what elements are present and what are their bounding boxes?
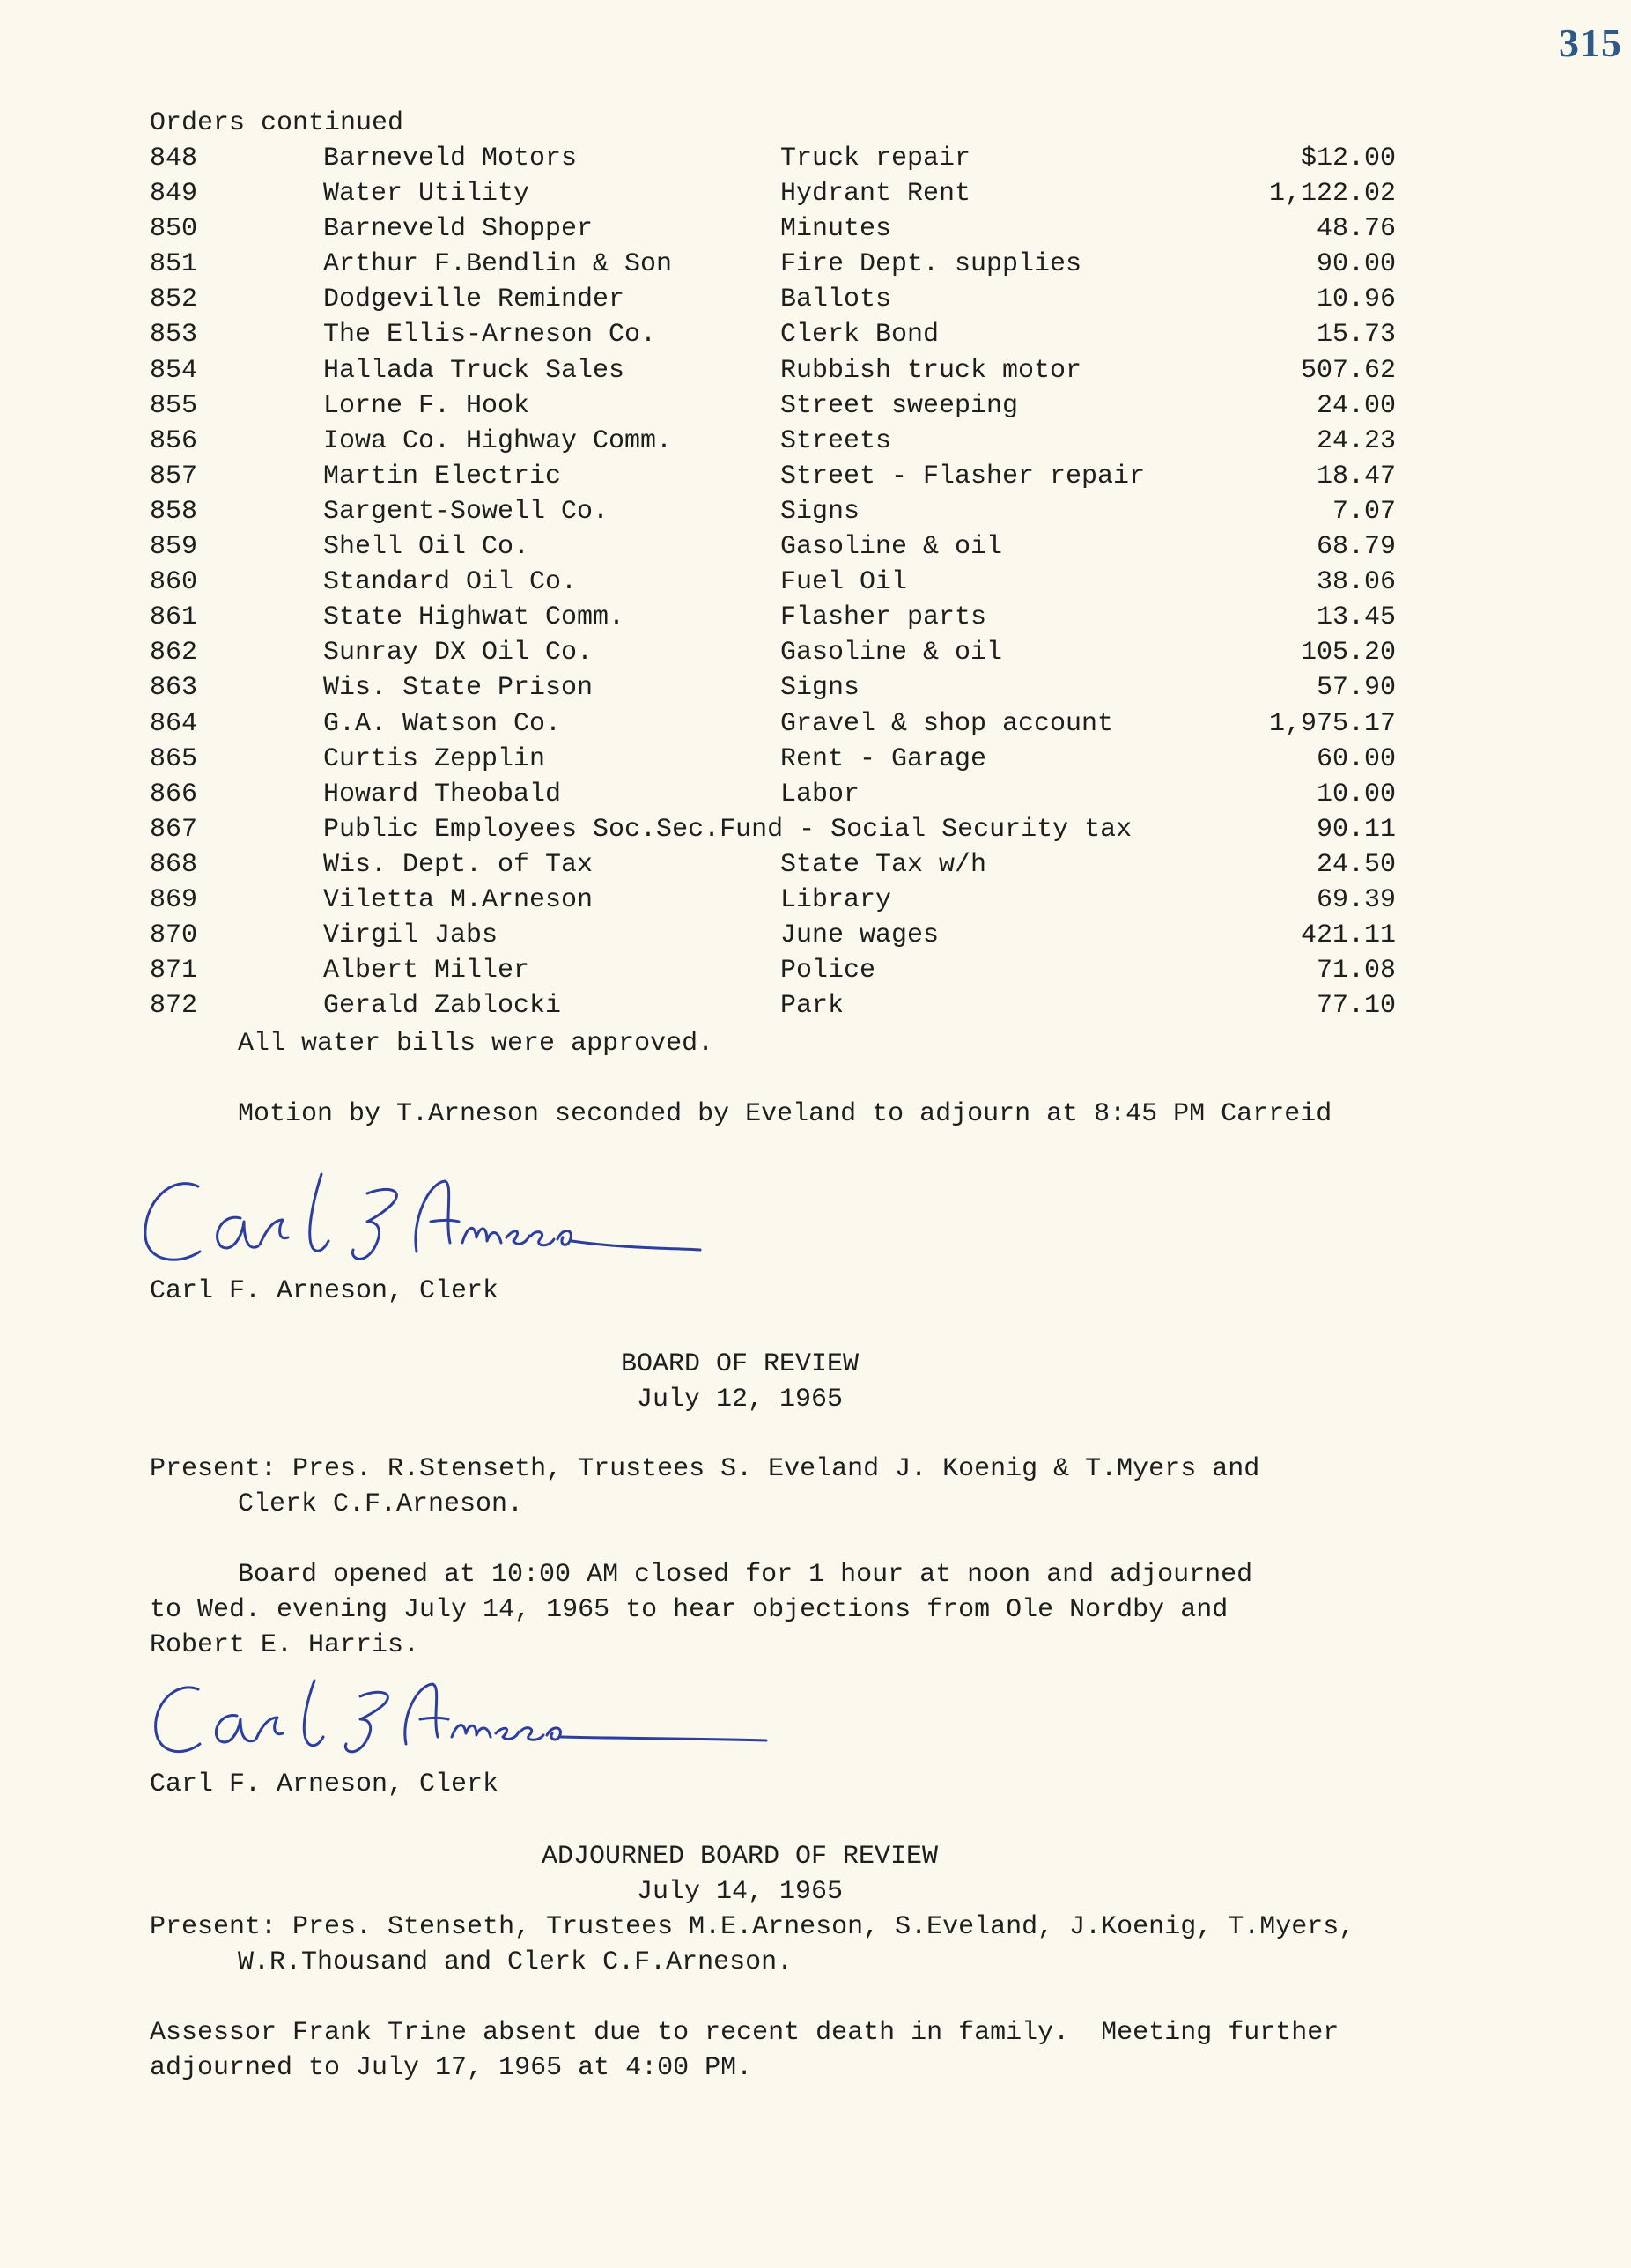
order-row <box>150 459 1400 494</box>
order-number: 849 <box>150 179 198 210</box>
order-payee: Viletta M.Arneson <box>323 884 594 915</box>
order-number: 851 <box>150 249 198 280</box>
order-purpose: Clerk Bond <box>780 320 940 351</box>
order-row <box>150 706 1400 742</box>
order-row <box>150 600 1400 635</box>
order-purpose: Police <box>780 956 876 986</box>
present-line-1-cont: Clerk C.F.Arneson. <box>238 1489 524 1519</box>
assessor-line-2: adjourned to July 17, 1965 at 4:00 PM. <box>150 2053 753 2083</box>
order-amount: 1,122.02 <box>1268 179 1396 210</box>
board-paragraph-line-1: Board opened at 10:00 AM closed for 1 hour at noon and adjourned <box>238 1560 1253 1590</box>
order-row <box>150 494 1400 529</box>
order-amount: 18.47 <box>1316 461 1396 491</box>
order-payee: Albert Miller <box>323 956 530 986</box>
order-payee-purpose: Public Employees Soc.Sec.Fund - Social Security tax <box>323 814 1133 845</box>
order-purpose: Hydrant Rent <box>780 179 971 210</box>
adjourned-board-title: ADJOURNED BOARD OF REVIEW <box>541 1842 939 1872</box>
board-paragraph-line-2: to Wed. evening July 14, 1965 to hear objections from Ole Nordby and <box>150 1595 1229 1625</box>
order-number: 872 <box>150 991 198 1022</box>
order-payee: Lorne F. Hook <box>323 390 530 421</box>
order-payee: G.A. Watson Co. <box>323 708 562 739</box>
order-number: 854 <box>150 355 198 386</box>
order-amount: 10.00 <box>1316 779 1396 809</box>
order-number: 861 <box>150 602 198 633</box>
order-payee: Wis. Dept. of Tax <box>323 849 594 880</box>
order-purpose: Minutes <box>780 214 892 245</box>
order-payee: Martin Electric <box>323 461 562 491</box>
order-row <box>150 812 1400 847</box>
order-payee: The Ellis-Arneson Co. <box>323 320 657 351</box>
order-number: 855 <box>150 390 198 421</box>
orders-list <box>150 141 1400 1023</box>
order-payee: Howard Theobald <box>323 779 562 809</box>
order-payee: Curtis Zepplin <box>323 743 546 774</box>
order-number: 860 <box>150 567 198 598</box>
order-payee: Virgil Jabs <box>323 920 498 951</box>
order-row <box>150 883 1400 918</box>
order-row <box>150 141 1400 176</box>
order-row <box>150 953 1400 988</box>
order-amount: 60.00 <box>1316 743 1396 774</box>
order-amount: 13.45 <box>1316 602 1396 633</box>
order-purpose: June wages <box>780 920 940 951</box>
order-payee: Wis. State Prison <box>323 673 594 704</box>
order-row <box>150 282 1400 317</box>
order-row <box>150 388 1400 424</box>
orders-heading: Orders continued <box>150 108 404 138</box>
order-amount: 48.76 <box>1316 214 1396 245</box>
order-payee: Barneveld Shopper <box>323 214 594 245</box>
order-amount: 421.11 <box>1300 920 1396 951</box>
order-payee: Hallada Truck Sales <box>323 355 625 386</box>
order-amount: 7.07 <box>1332 496 1396 527</box>
order-payee: Barneveld Motors <box>323 144 578 174</box>
board-of-review-date: July 12, 1965 <box>636 1385 844 1415</box>
order-number: 862 <box>150 638 198 669</box>
order-purpose: Street sweeping <box>780 390 1019 421</box>
order-row <box>150 529 1400 565</box>
order-number: 868 <box>150 849 198 880</box>
signature-1-text: Carl F. Arneson <box>137 1167 145 1168</box>
order-amount: 38.06 <box>1316 567 1396 598</box>
order-number: 864 <box>150 708 198 739</box>
order-number: 871 <box>150 956 198 986</box>
order-amount: 57.90 <box>1316 673 1396 704</box>
order-purpose: Gasoline & oil <box>780 638 1003 669</box>
order-row <box>150 424 1400 459</box>
order-number: 867 <box>150 814 198 845</box>
order-amount: 1,975.17 <box>1268 708 1396 739</box>
order-amount: 10.96 <box>1316 284 1396 315</box>
order-payee: Gerald Zablocki <box>323 991 562 1022</box>
order-amount: 24.23 <box>1316 425 1396 456</box>
order-purpose: Park <box>780 991 845 1022</box>
order-row <box>150 777 1400 812</box>
order-row <box>150 247 1400 282</box>
order-row <box>150 670 1400 706</box>
water-bills-note: All water bills were approved. <box>238 1029 714 1059</box>
order-row <box>150 317 1400 352</box>
order-row <box>150 565 1400 600</box>
clerk-signature-1 <box>137 1167 709 1286</box>
board-paragraph-line-3: Robert E. Harris. <box>150 1630 420 1660</box>
order-amount: 69.39 <box>1316 884 1396 915</box>
order-purpose: Street - Flasher repair <box>780 461 1146 491</box>
order-purpose: Streets <box>780 425 892 456</box>
order-amount: 90.00 <box>1316 249 1396 280</box>
order-amount: 507.62 <box>1300 355 1396 386</box>
order-purpose: Ballots <box>780 284 892 315</box>
order-amount: 77.10 <box>1316 991 1396 1022</box>
order-purpose: Signs <box>780 673 860 704</box>
adjourned-board-date: July 14, 1965 <box>636 1877 844 1907</box>
order-number: 848 <box>150 144 198 174</box>
order-amount: 24.50 <box>1316 849 1396 880</box>
order-number: 866 <box>150 779 198 809</box>
order-purpose: Gasoline & oil <box>780 532 1003 563</box>
order-number: 870 <box>150 920 198 951</box>
order-number: 863 <box>150 673 198 704</box>
order-row <box>150 211 1400 247</box>
clerk-signature-line-2: Carl F. Arneson, Clerk <box>150 1769 499 1799</box>
order-row <box>150 847 1400 883</box>
order-payee: Iowa Co. Highway Comm. <box>323 425 673 456</box>
order-purpose: Labor <box>780 779 860 809</box>
order-payee: Sunray DX Oil Co. <box>323 638 594 669</box>
board-of-review-title: BOARD OF REVIEW <box>620 1349 860 1379</box>
order-purpose: Rent - Garage <box>780 743 987 774</box>
order-payee: Dodgeville Reminder <box>323 284 625 315</box>
order-purpose: Library <box>780 884 892 915</box>
assessor-line-1: Assessor Frank Trine absent due to recent death in family. Meeting further <box>150 2018 1339 2048</box>
order-row <box>150 353 1400 388</box>
order-number: 857 <box>150 461 198 491</box>
present-line-2: Present: Pres. Stenseth, Trustees M.E.Arneson, S.Eveland, J.Koenig, T.Myers, <box>150 1912 1355 1942</box>
present-line-2-cont: W.R.Thousand and Clerk C.F.Arneson. <box>238 1947 793 1977</box>
order-number: 869 <box>150 884 198 915</box>
order-payee: Arthur F.Bendlin & Son <box>323 249 673 280</box>
order-purpose: Flasher parts <box>780 602 987 633</box>
order-amount: 71.08 <box>1316 956 1396 986</box>
order-number: 859 <box>150 532 198 563</box>
order-purpose: Fuel Oil <box>780 567 908 598</box>
order-payee: Water Utility <box>323 179 530 210</box>
order-purpose: Signs <box>780 496 860 527</box>
order-number: 865 <box>150 743 198 774</box>
order-number: 858 <box>150 496 198 527</box>
clerk-signature-2 <box>145 1673 779 1770</box>
order-payee: Sargent-Sowell Co. <box>323 496 609 527</box>
order-number: 856 <box>150 425 198 456</box>
order-purpose: Rubbish truck motor <box>780 355 1082 386</box>
order-amount: $12.00 <box>1300 144 1396 174</box>
order-purpose: Gravel & shop account <box>780 708 1114 739</box>
order-amount: 15.73 <box>1316 320 1396 351</box>
order-row <box>150 742 1400 777</box>
order-number: 853 <box>150 320 198 351</box>
order-amount: 68.79 <box>1316 532 1396 563</box>
order-row <box>150 988 1400 1023</box>
order-payee: Standard Oil Co. <box>323 567 578 598</box>
order-purpose: State Tax w/h <box>780 849 987 880</box>
order-row <box>150 635 1400 670</box>
clerk-signature-line-1: Carl F. Arneson, Clerk <box>150 1276 499 1306</box>
adjourn-motion: Motion by T.Arneson seconded by Eveland to adjourn at 8:45 PM Carreid <box>238 1099 1332 1129</box>
order-row <box>150 918 1400 953</box>
order-purpose: Truck repair <box>780 144 971 174</box>
order-number: 852 <box>150 284 198 315</box>
order-amount: 90.11 <box>1316 814 1396 845</box>
order-amount: 24.00 <box>1316 390 1396 421</box>
signature-2-text: Carl F. Arneson <box>145 1673 154 1674</box>
order-amount: 105.20 <box>1300 638 1396 669</box>
present-line-1: Present: Pres. R.Stenseth, Trustees S. Eveland J. Koenig & T.Myers and <box>150 1454 1260 1484</box>
order-payee: State Highwat Comm. <box>323 602 625 633</box>
order-row <box>150 176 1400 211</box>
order-number: 850 <box>150 214 198 245</box>
order-payee: Shell Oil Co. <box>323 532 530 563</box>
order-purpose: Fire Dept. supplies <box>780 249 1082 280</box>
page-number: 315 <box>1559 20 1622 65</box>
